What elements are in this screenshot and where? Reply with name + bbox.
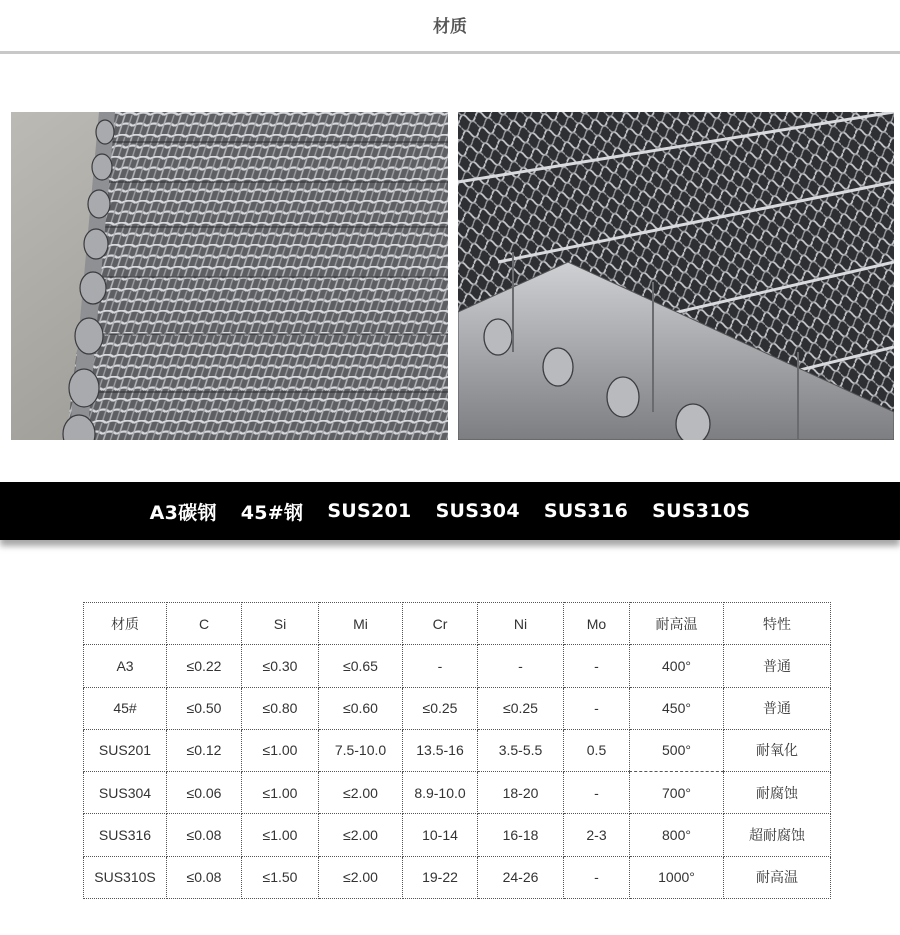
table-cell: 0.5 (564, 729, 630, 771)
table-cell: ≤0.25 (403, 687, 478, 729)
table-cell: SUS316 (84, 814, 167, 856)
table-cell: 24-26 (478, 856, 564, 898)
table-row (84, 729, 831, 771)
table-cell: 800° (630, 814, 724, 856)
table-row (84, 645, 831, 687)
table-cell: ≤0.08 (167, 856, 242, 898)
table-cell: 18-20 (478, 772, 564, 814)
table-cell: ≤0.06 (167, 772, 242, 814)
table-header-row (84, 603, 831, 645)
table-header: Cr (403, 603, 478, 645)
table-header: 特性 (724, 603, 831, 645)
table-cell: 16-18 (478, 814, 564, 856)
material-label: SUS304 (435, 500, 520, 522)
material-label: 45#钢 (240, 501, 304, 524)
table-cell: 10-14 (403, 814, 478, 856)
table-cell: 超耐腐蚀 (724, 814, 831, 856)
table-cell: ≤0.08 (167, 814, 242, 856)
table-row (84, 687, 831, 729)
table-cell: ≤2.00 (319, 856, 403, 898)
table-cell: ≤1.50 (242, 856, 319, 898)
table-cell: 普通 (724, 687, 831, 729)
table-cell: 8.9-10.0 (403, 772, 478, 814)
table-header: Mo (564, 603, 630, 645)
title-divider (0, 51, 900, 54)
table-header: Ni (478, 603, 564, 645)
table-cell: ≤0.12 (167, 729, 242, 771)
table-cell: ≤1.00 (242, 729, 319, 771)
material-label: SUS316 (543, 500, 629, 522)
table-cell: 45# (84, 687, 167, 729)
table-cell: ≤0.50 (167, 687, 242, 729)
table-row (84, 814, 831, 856)
table-cell: - (478, 645, 564, 687)
table-cell: 普通 (724, 645, 831, 687)
table-cell: 1000° (630, 856, 724, 898)
material-label: A3碳钢 (149, 501, 217, 524)
table-cell: - (564, 687, 630, 729)
table-cell: SUS310S (84, 856, 167, 898)
table-cell: 耐腐蚀 (724, 772, 831, 814)
table-row (84, 772, 831, 814)
table-cell: 耐高温 (724, 856, 831, 898)
table-cell: 400° (630, 645, 724, 687)
table-cell: 3.5-5.5 (478, 729, 564, 771)
conveyor-spiral-mesh-belt-photo (11, 112, 448, 440)
table-cell: - (403, 645, 478, 687)
page-title: 材质 (433, 17, 467, 37)
table-cell: 2-3 (564, 814, 630, 856)
material-label: SUS310S (652, 500, 751, 522)
table-cell: 19-22 (403, 856, 478, 898)
table-cell: ≤0.22 (167, 645, 242, 687)
table-cell: 450° (630, 687, 724, 729)
table-cell: 耐氧化 (724, 729, 831, 771)
table-cell: ≤0.30 (242, 645, 319, 687)
material-composition-table (83, 602, 831, 899)
table-cell: ≤0.65 (319, 645, 403, 687)
table-cell: - (564, 645, 630, 687)
material-list-banner (0, 482, 900, 540)
table-cell: 700° (630, 772, 724, 814)
material-label: SUS201 (327, 500, 412, 522)
table-cell: - (564, 772, 630, 814)
table-header: 耐高温 (630, 603, 724, 645)
table-cell: SUS304 (84, 772, 167, 814)
table-cell: ≤2.00 (319, 772, 403, 814)
table-cell: ≤0.80 (242, 687, 319, 729)
table-cell: 500° (630, 729, 724, 771)
table-row (84, 856, 831, 898)
table-cell: - (564, 856, 630, 898)
table-header: Si (242, 603, 319, 645)
table-header: Mi (319, 603, 403, 645)
conveyor-woven-mesh-belt-photo (458, 112, 894, 440)
table-cell: A3 (84, 645, 167, 687)
table-header: C (167, 603, 242, 645)
table-cell: SUS201 (84, 729, 167, 771)
table-cell: 7.5-10.0 (319, 729, 403, 771)
table-cell: ≤0.25 (478, 687, 564, 729)
table-header: 材质 (84, 603, 167, 645)
table-cell: ≤2.00 (319, 814, 403, 856)
table-cell: ≤1.00 (242, 814, 319, 856)
table-cell: 13.5-16 (403, 729, 478, 771)
table-cell: ≤1.00 (242, 772, 319, 814)
table-cell: ≤0.60 (319, 687, 403, 729)
